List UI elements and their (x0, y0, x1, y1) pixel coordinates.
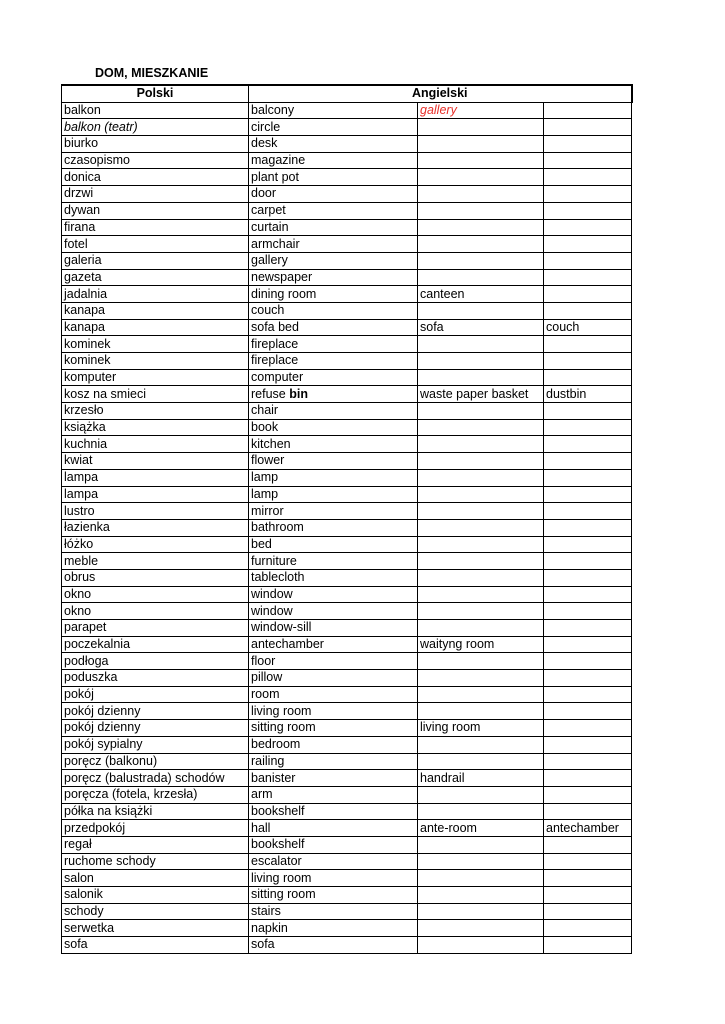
cell-alt-1[interactable] (418, 670, 544, 687)
cell-alt-2[interactable] (544, 102, 632, 119)
page-title: DOM, MIESZKANIE (95, 66, 209, 80)
cell-alt-1[interactable] (418, 836, 544, 853)
cell-english[interactable]: window (249, 586, 418, 603)
cell-english[interactable]: fireplace (249, 353, 418, 370)
cell-english[interactable]: hall (249, 820, 418, 837)
table-row (62, 887, 632, 904)
cell-alt-2[interactable] (544, 903, 632, 920)
cell-english[interactable]: bedroom (249, 736, 418, 753)
cell-alt-2[interactable]: dustbin (544, 386, 632, 403)
cell-alt-1[interactable] (418, 453, 544, 470)
cell-polski[interactable]: pokój sypialny (62, 736, 249, 753)
cell-polski[interactable]: kominek (62, 336, 249, 353)
cell-alt-2[interactable] (544, 236, 632, 253)
table-row (62, 786, 632, 803)
cell-polski[interactable]: komputer (62, 369, 249, 386)
vocabulary-table (61, 84, 633, 954)
cell-polski[interactable]: salon (62, 870, 249, 887)
cell-polski[interactable]: książka (62, 419, 249, 436)
cell-alt-2[interactable] (544, 419, 632, 436)
table-row (62, 302, 632, 319)
table-row (62, 453, 632, 470)
cell-alt-1[interactable] (418, 736, 544, 753)
table-row (62, 653, 632, 670)
cell-alt-2[interactable] (544, 536, 632, 553)
cell-english[interactable]: magazine (249, 152, 418, 169)
cell-polski[interactable]: fotel (62, 236, 249, 253)
cell-english[interactable]: living room (249, 703, 418, 720)
cell-polski[interactable]: poręcz (balustrada) schodów (62, 770, 249, 787)
cell-alt-2[interactable] (544, 186, 632, 203)
cell-polski[interactable]: firana (62, 219, 249, 236)
cell-english[interactable]: tablecloth (249, 569, 418, 586)
cell-english[interactable]: bathroom (249, 519, 418, 536)
cell-alt-2[interactable] (544, 836, 632, 853)
cell-english[interactable]: bookshelf (249, 836, 418, 853)
cell-english[interactable]: circle (249, 119, 418, 136)
table-row (62, 553, 632, 570)
cell-english[interactable]: bed (249, 536, 418, 553)
cell-alt-2[interactable] (544, 887, 632, 904)
cell-alt-2[interactable] (544, 369, 632, 386)
table-row (62, 670, 632, 687)
cell-alt-2[interactable] (544, 486, 632, 503)
cell-alt-2[interactable] (544, 586, 632, 603)
cell-polski[interactable]: kanapa (62, 319, 249, 336)
cell-polski[interactable]: meble (62, 553, 249, 570)
cell-polski[interactable]: kosz na smieci (62, 386, 249, 403)
cell-english[interactable]: lamp (249, 469, 418, 486)
cell-english[interactable]: arm (249, 786, 418, 803)
table-row (62, 336, 632, 353)
cell-alt-2[interactable] (544, 620, 632, 637)
cell-english[interactable]: escalator (249, 853, 418, 870)
cell-alt-1[interactable] (418, 236, 544, 253)
table-row (62, 820, 632, 837)
cell-alt-1[interactable] (418, 486, 544, 503)
table-row (62, 770, 632, 787)
cell-alt-1[interactable] (418, 586, 544, 603)
cell-polski[interactable]: czasopismo (62, 152, 249, 169)
cell-alt-1[interactable] (418, 519, 544, 536)
cell-alt-1[interactable] (418, 119, 544, 136)
cell-alt-1[interactable] (418, 152, 544, 169)
cell-alt-1[interactable]: waityng room (418, 636, 544, 653)
table-row (62, 903, 632, 920)
cell-alt-1[interactable]: gallery (418, 102, 544, 119)
cell-polski[interactable]: balkon (teatr) (62, 119, 249, 136)
cell-polski[interactable]: balkon (62, 102, 249, 119)
cell-alt-2[interactable] (544, 353, 632, 370)
cell-english[interactable]: living room (249, 870, 418, 887)
cell-alt-2[interactable] (544, 937, 632, 954)
cell-polski[interactable]: kuchnia (62, 436, 249, 453)
cell-english[interactable]: lamp (249, 486, 418, 503)
cell-alt-2[interactable] (544, 269, 632, 286)
cell-english[interactable]: computer (249, 369, 418, 386)
cell-alt-2[interactable] (544, 803, 632, 820)
table-row (62, 419, 632, 436)
cell-polski[interactable]: pokój (62, 686, 249, 703)
table-row (62, 186, 632, 203)
cell-alt-2[interactable]: antechamber (544, 820, 632, 837)
table-row (62, 603, 632, 620)
cell-english[interactable]: furniture (249, 553, 418, 570)
cell-polski[interactable]: okno (62, 586, 249, 603)
cell-polski[interactable]: obrus (62, 569, 249, 586)
cell-alt-1[interactable] (418, 536, 544, 553)
cell-english[interactable]: flower (249, 453, 418, 470)
cell-alt-1[interactable] (418, 469, 544, 486)
table-row (62, 536, 632, 553)
cell-alt-1[interactable] (418, 553, 544, 570)
cell-alt-2[interactable] (544, 119, 632, 136)
table-row (62, 569, 632, 586)
cell-english[interactable]: desk (249, 136, 418, 153)
cell-polski[interactable]: łóżko (62, 536, 249, 553)
table-row (62, 803, 632, 820)
cell-polski[interactable]: lampa (62, 469, 249, 486)
cell-polski[interactable]: półka na książki (62, 803, 249, 820)
cell-polski[interactable]: pokój dzienny (62, 720, 249, 737)
table-row (62, 202, 632, 219)
cell-polski[interactable]: kanapa (62, 302, 249, 319)
table-row (62, 586, 632, 603)
cell-polski[interactable]: poręcz (balkonu) (62, 753, 249, 770)
header-polski: Polski (62, 85, 249, 102)
table-row (62, 686, 632, 703)
cell-alt-2[interactable] (544, 136, 632, 153)
cell-polski[interactable]: okno (62, 603, 249, 620)
cell-alt-1[interactable]: ante-room (418, 820, 544, 837)
cell-english[interactable]: pillow (249, 670, 418, 687)
cell-polski[interactable]: poręcza (fotela, krzesła) (62, 786, 249, 803)
cell-english[interactable]: room (249, 686, 418, 703)
cell-alt-2[interactable] (544, 219, 632, 236)
table-row (62, 469, 632, 486)
table-row (62, 152, 632, 169)
table-row (62, 436, 632, 453)
cell-alt-1[interactable] (418, 753, 544, 770)
cell-polski[interactable]: poczekalnia (62, 636, 249, 653)
cell-polski[interactable]: przedpokój (62, 820, 249, 837)
cell-alt-2[interactable] (544, 569, 632, 586)
table-row (62, 136, 632, 153)
header-angielski: Angielski (249, 85, 632, 102)
cell-english[interactable]: sofa (249, 937, 418, 954)
cell-english[interactable]: sitting room (249, 720, 418, 737)
cell-polski[interactable]: jadalnia (62, 286, 249, 303)
table-row (62, 353, 632, 370)
cell-polski[interactable]: łazienka (62, 519, 249, 536)
cell-alt-2[interactable] (544, 720, 632, 737)
table-row (62, 319, 632, 336)
cell-english[interactable]: railing (249, 753, 418, 770)
cell-english[interactable]: antechamber (249, 636, 418, 653)
cell-alt-2[interactable] (544, 469, 632, 486)
cell-english[interactable]: armchair (249, 236, 418, 253)
cell-polski[interactable]: gazeta (62, 269, 249, 286)
cell-polski[interactable]: kominek (62, 353, 249, 370)
cell-alt-1[interactable] (418, 219, 544, 236)
cell-english[interactable]: fireplace (249, 336, 418, 353)
cell-english[interactable]: napkin (249, 920, 418, 937)
cell-english[interactable]: plant pot (249, 169, 418, 186)
cell-english[interactable]: floor (249, 653, 418, 670)
cell-english[interactable]: newspaper (249, 269, 418, 286)
cell-alt-2[interactable] (544, 453, 632, 470)
cell-alt-2[interactable] (544, 336, 632, 353)
cell-alt-2[interactable] (544, 553, 632, 570)
cell-alt-2[interactable] (544, 503, 632, 520)
table-row (62, 286, 632, 303)
cell-alt-1[interactable] (418, 870, 544, 887)
cell-polski[interactable]: lampa (62, 486, 249, 503)
cell-alt-1[interactable]: canteen (418, 286, 544, 303)
table-row (62, 369, 632, 386)
cell-alt-1[interactable] (418, 937, 544, 954)
cell-alt-1[interactable] (418, 853, 544, 870)
cell-alt-1[interactable] (418, 202, 544, 219)
cell-alt-2[interactable] (544, 686, 632, 703)
cell-alt-1[interactable] (418, 903, 544, 920)
table-row (62, 836, 632, 853)
cell-alt-1[interactable]: sofa (418, 319, 544, 336)
cell-alt-2[interactable] (544, 670, 632, 687)
cell-polski[interactable]: dywan (62, 202, 249, 219)
cell-polski[interactable]: krzesło (62, 403, 249, 420)
cell-english[interactable]: stairs (249, 903, 418, 920)
table-row (62, 870, 632, 887)
cell-alt-1[interactable] (418, 252, 544, 269)
table-row (62, 519, 632, 536)
table-row (62, 703, 632, 720)
cell-polski[interactable]: drzwi (62, 186, 249, 203)
table-row (62, 269, 632, 286)
table-row (62, 736, 632, 753)
cell-polski[interactable]: parapet (62, 620, 249, 637)
table-row (62, 620, 632, 637)
cell-alt-1[interactable] (418, 569, 544, 586)
table-row (62, 252, 632, 269)
cell-polski[interactable]: donica (62, 169, 249, 186)
table-row (62, 403, 632, 420)
table-row (62, 920, 632, 937)
cell-english[interactable]: sitting room (249, 887, 418, 904)
header-row (62, 85, 632, 102)
cell-alt-1[interactable] (418, 786, 544, 803)
table-row (62, 720, 632, 737)
cell-polski[interactable]: regał (62, 836, 249, 853)
cell-alt-2[interactable] (544, 786, 632, 803)
cell-alt-1[interactable] (418, 653, 544, 670)
cell-english[interactable]: mirror (249, 503, 418, 520)
cell-alt-2[interactable] (544, 519, 632, 536)
table-row (62, 853, 632, 870)
cell-alt-2[interactable] (544, 169, 632, 186)
cell-alt-1[interactable]: living room (418, 720, 544, 737)
cell-english[interactable]: bookshelf (249, 803, 418, 820)
cell-alt-2[interactable] (544, 653, 632, 670)
cell-alt-1[interactable]: waste paper basket (418, 386, 544, 403)
cell-polski[interactable]: sofa (62, 937, 249, 954)
cell-alt-1[interactable] (418, 269, 544, 286)
cell-english[interactable]: window-sill (249, 620, 418, 637)
cell-alt-1[interactable] (418, 603, 544, 620)
cell-alt-2[interactable] (544, 736, 632, 753)
cell-alt-1[interactable] (418, 620, 544, 637)
cell-alt-1[interactable] (418, 703, 544, 720)
table-row (62, 636, 632, 653)
cell-english[interactable]: chair (249, 403, 418, 420)
cell-alt-2[interactable] (544, 770, 632, 787)
cell-alt-2[interactable] (544, 403, 632, 420)
cell-alt-1[interactable] (418, 302, 544, 319)
table-row (62, 219, 632, 236)
cell-english[interactable]: dining room (249, 286, 418, 303)
cell-alt-2[interactable] (544, 252, 632, 269)
table-row (62, 386, 632, 403)
cell-polski[interactable]: lustro (62, 503, 249, 520)
cell-alt-1[interactable] (418, 887, 544, 904)
cell-alt-1[interactable] (418, 353, 544, 370)
cell-alt-1[interactable] (418, 686, 544, 703)
cell-english[interactable]: book (249, 419, 418, 436)
cell-english[interactable]: door (249, 186, 418, 203)
cell-polski[interactable]: galeria (62, 252, 249, 269)
cell-alt-2[interactable] (544, 636, 632, 653)
cell-english[interactable]: window (249, 603, 418, 620)
table-row (62, 169, 632, 186)
cell-alt-2[interactable] (544, 603, 632, 620)
cell-english[interactable]: banister (249, 770, 418, 787)
cell-english[interactable]: curtain (249, 219, 418, 236)
cell-polski[interactable]: schody (62, 903, 249, 920)
cell-english[interactable]: sofa bed (249, 319, 418, 336)
table-row (62, 486, 632, 503)
cell-alt-1[interactable] (418, 186, 544, 203)
cell-alt-1[interactable] (418, 503, 544, 520)
cell-polski[interactable]: biurko (62, 136, 249, 153)
cell-alt-2[interactable] (544, 202, 632, 219)
cell-alt-1[interactable] (418, 169, 544, 186)
cell-english[interactable]: kitchen (249, 436, 418, 453)
cell-alt-2[interactable] (544, 436, 632, 453)
cell-alt-2[interactable] (544, 870, 632, 887)
cell-alt-2[interactable] (544, 853, 632, 870)
cell-polski[interactable]: serwetka (62, 920, 249, 937)
cell-english[interactable]: refuse bin (249, 386, 418, 403)
cell-alt-2[interactable] (544, 753, 632, 770)
table-row (62, 119, 632, 136)
table-row (62, 753, 632, 770)
cell-alt-1[interactable] (418, 920, 544, 937)
cell-alt-2[interactable] (544, 286, 632, 303)
cell-alt-1[interactable] (418, 419, 544, 436)
table-row (62, 503, 632, 520)
cell-alt-2[interactable] (544, 703, 632, 720)
cell-english[interactable]: gallery (249, 252, 418, 269)
cell-alt-2[interactable] (544, 920, 632, 937)
table-row (62, 236, 632, 253)
cell-alt-1[interactable]: handrail (418, 770, 544, 787)
table-row (62, 937, 632, 954)
cell-alt-1[interactable] (418, 336, 544, 353)
cell-alt-1[interactable] (418, 369, 544, 386)
cell-alt-1[interactable] (418, 136, 544, 153)
cell-polski[interactable]: salonik (62, 887, 249, 904)
cell-polski[interactable]: podłoga (62, 653, 249, 670)
cell-english[interactable]: carpet (249, 202, 418, 219)
cell-alt-1[interactable] (418, 803, 544, 820)
cell-polski[interactable]: poduszka (62, 670, 249, 687)
cell-alt-2[interactable]: couch (544, 319, 632, 336)
cell-alt-1[interactable] (418, 436, 544, 453)
cell-polski[interactable]: ruchome schody (62, 853, 249, 870)
cell-alt-2[interactable] (544, 152, 632, 169)
cell-english[interactable]: couch (249, 302, 418, 319)
cell-polski[interactable]: pokój dzienny (62, 703, 249, 720)
table-row (62, 102, 632, 119)
cell-polski[interactable]: kwiat (62, 453, 249, 470)
cell-alt-2[interactable] (544, 302, 632, 319)
cell-alt-1[interactable] (418, 403, 544, 420)
cell-english[interactable]: balcony (249, 102, 418, 119)
